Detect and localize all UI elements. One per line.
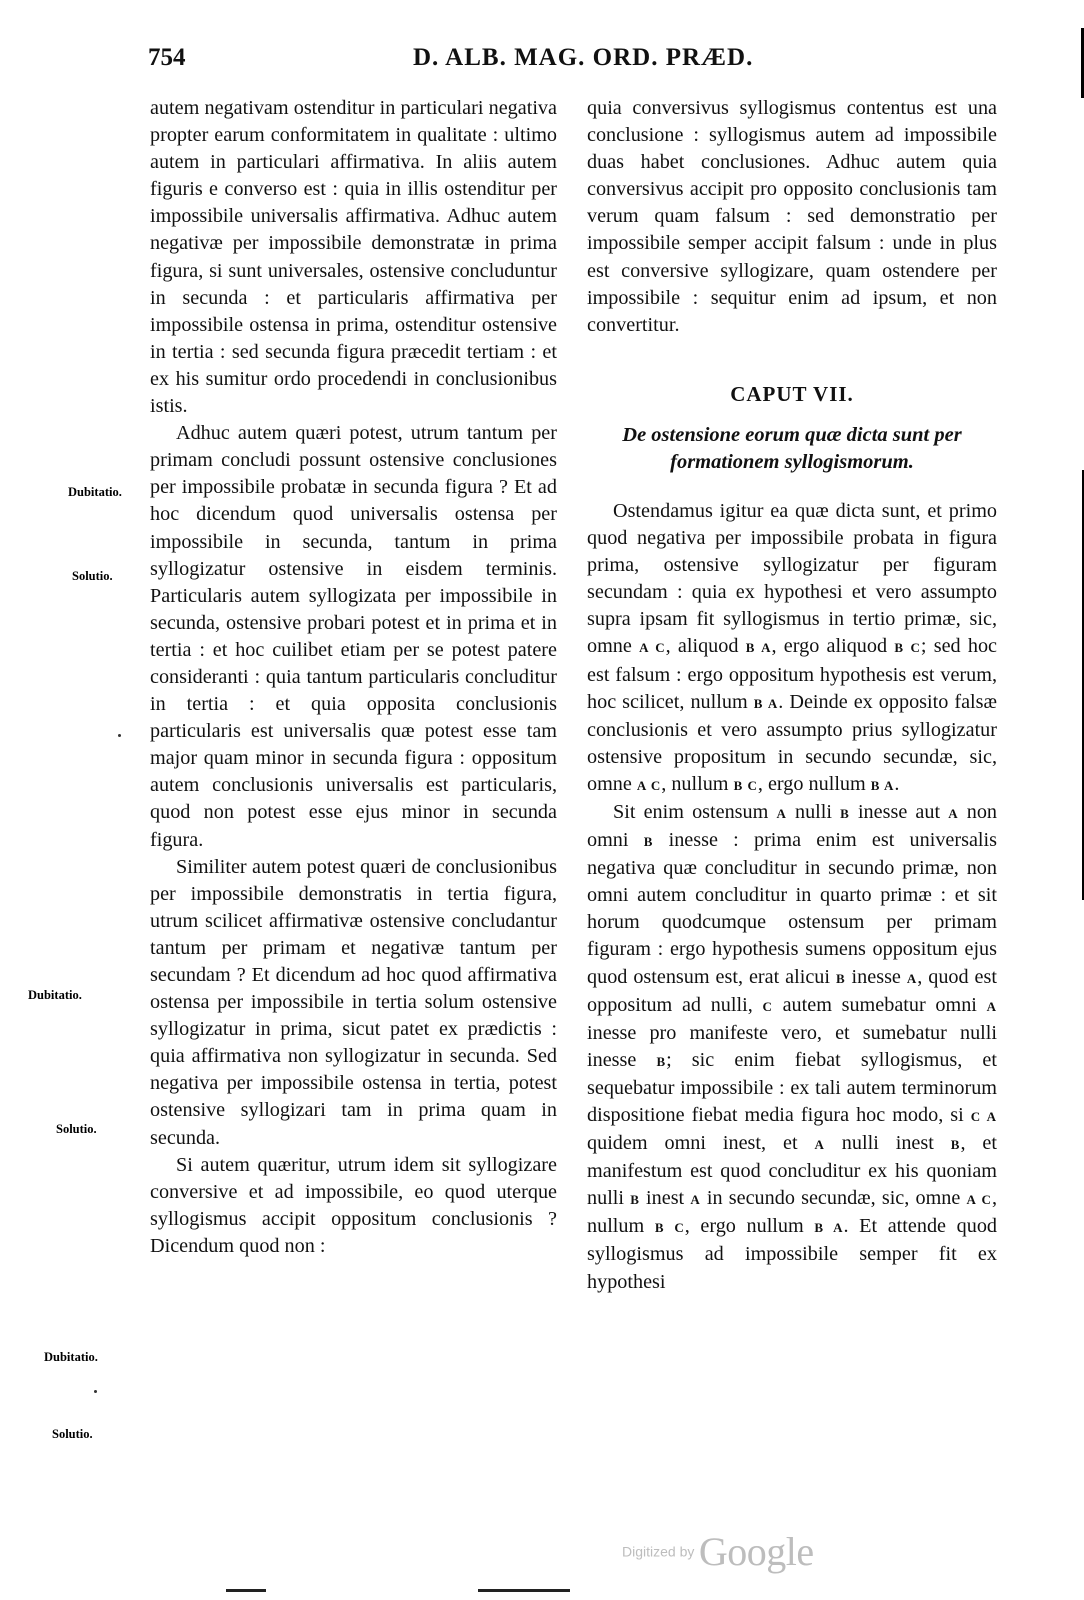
term-letter: B [840, 805, 850, 821]
paragraph: Sit enim ostensum A nulli B inesse aut A non omni B inesse : prima enim est universalis negativa quæ concluditur in secundo primæ, non omni autem concluditur in quarto primæ : et sit horum quodcumque ostensum per primam figuram : ergo hypothesis sumens oppositum ejus quod ostensum est, erat alicui B inesse A, quod est oppositum ad nulli, C autem sumebatur omni A inesse pro manifeste vero, et sumebatur nulli inesse B; sic enim fiebat syllogismus, et sequebatur impossibile : ex tali autem terminorum dispositione fiebat media figura hoc modo, si C A quidem omni inest, et A nulli inest B, et manifestum est quod concluditur ex his quoniam nulli B inest A in secundo secundæ, sic, omne A C, nullum B C, ergo nullum B A. Et attende quod syllogismus ad impossibile semper fit ex hypothesi [587, 800, 998, 1293]
digitized-watermark [622, 1528, 814, 1575]
margin-note-dubitatio: Dubitatio. [68, 485, 122, 499]
paragraph: Si autem quæritur, utrum idem sit syllogizare conversive et ad impossibile, eo quod uterque syllogismus accipit oppositum conclusionis ? Dicendum quod non : [150, 1153, 557, 1257]
chapter-title: De ostensione eorum quæ dicta sunt per formationem syllogismorum. [622, 423, 962, 473]
speck [118, 734, 121, 737]
page-number: 754 [148, 44, 186, 71]
term-letter: C [762, 998, 773, 1014]
term-letter: A [986, 998, 998, 1014]
paragraph: Ostendamus igitur ea quæ dicta sunt, et primo quod negativa per impossibile probata in figura prima, ostensive syllogizatur per figuram secundam : quia ex hypothesi et vero assumpto supra ipsam fit syllogismus in tertio primæ, sic, omne A C, aliquod B A, ergo aliquod B C; sed hoc est falsum : ergo oppositum hypothesis est verum, hoc scilicet, nullum B A. Deinde ex opposito falsæ conclusionis et vero assumpto prius syllogizatur ostensive propositum in secundo secundæ, sic, omne A C, nullum B C, ergo nullum B A. [587, 499, 998, 795]
term-letters: B C [894, 640, 921, 656]
term-letter: A [814, 1137, 825, 1153]
term-letters: B A [814, 1220, 844, 1236]
paragraph: Adhuc autem quæri potest, utrum tantum per primam concludi possunt ostensive conclusiones per impossibile probatæ in secunda figura ? Et ad hoc dicendum quod universalis ostensa per impossibile in secunda, tantum in prima syllogizatur ostensive in eisdem terminis. Particularis autem syllogizata per impossibile in secunda, ostensive probari potest et in prima et in tertia : et hoc cuilibet etiam per se potest patere consideranti : quia tantum particularis concluditur in tertia : et quia opposita conclusionis particularis est universalis quæ potest esse tam major quam minor in secunda figura : oppositum autem conclusionis universalis est particularis, quod non potest esse ejus minor in secunda figura. [150, 422, 557, 851]
footer-rule [478, 1589, 570, 1592]
term-letters: A C [636, 777, 662, 793]
term-letters: B C [654, 1220, 685, 1236]
paragraph: Similiter autem potest quæri de conclusionibus per impossibile demonstratis in tertia figura, utrum scilicet affirmativæ ostensive concludantur tantum per primam et negativæ tantum per secundam ? Et dicendum ad hoc quod affirmativa ostensa per impossibile in tertia solum ostensive syllogizatur in prima, sicut patet ex prædictis : quia affirmativa non syllogizatur in secunda. Sed negativa per impossibile ostensa in tertia, potest ostensive syllogizari tam in prima quam in secunda. [150, 855, 557, 1149]
speck [94, 1390, 97, 1393]
margin-note-dubitatio: Dubitatio. [44, 1350, 98, 1364]
paragraph: quia conversivus syllogismus contentus est una conclusione : syllogismus autem ad impossibile duas habet conclusiones. Adhuc autem quia conversivus accipit pro opposito conclusionis tam verum quam falsum : sed demonstratio per impossibile semper accipit falsum : unde in plus est conversive syllogizare, quam ostendere per impossibile : sequitur enim ad ipsum, et non convertitur. [587, 97, 997, 336]
watermark-prefix: Digitized by [622, 1543, 695, 1560]
term-letter: B [630, 1192, 640, 1208]
chapter-heading: CAPUT VII. [730, 381, 854, 406]
term-letters: A C [966, 1192, 992, 1208]
term-letter: B [950, 1137, 961, 1153]
margin-note-solutio: Solutio. [56, 1122, 97, 1136]
left-column [150, 95, 557, 1260]
term-letters: B C [733, 777, 758, 793]
term-letter: A [776, 805, 787, 821]
term-letter: B [835, 970, 846, 986]
term-letter: B [656, 1053, 667, 1069]
term-letter: A [690, 1192, 701, 1208]
term-letters: B A [870, 777, 895, 793]
running-title: D. ALB. MAG. ORD. PRÆD. [413, 44, 754, 71]
term-letters: B A [753, 695, 779, 711]
term-letters: A C [639, 640, 666, 656]
margin-note-solutio: Solutio. [52, 1427, 93, 1441]
term-letter: A [906, 970, 918, 986]
paragraph: autem negativam ostenditur in particulari negativa propter earum conformitatem in qualitate : ultimo autem in particulari affirmativa. In aliis autem figuris e converso est : quia in illis ostenditur per impossibile universalis affirmativa. Adhuc autem negativæ per impossibile demonstratæ in prima figura, si sunt universales, ostensive concluduntur in secunda : et particularis affirmativa per impossibile ostensa in prima, ostenditur ostensive in tertia : sed secunda figura præcedit tertiam : et ex his sumitur ordo procedendi in conclusionibus istis. [150, 97, 557, 418]
term-letter: A [948, 805, 959, 821]
term-letters: B A [745, 640, 772, 656]
footer-rule [226, 1589, 266, 1592]
margin-note-dubitatio: Dubitatio. [28, 988, 82, 1002]
term-letters: C A [970, 1109, 998, 1124]
running-header [130, 44, 790, 84]
google-logo: Google [698, 1529, 814, 1574]
right-column [587, 95, 997, 1296]
term-letter: B [643, 834, 654, 850]
margin-note-solutio: Solutio. [72, 569, 113, 583]
